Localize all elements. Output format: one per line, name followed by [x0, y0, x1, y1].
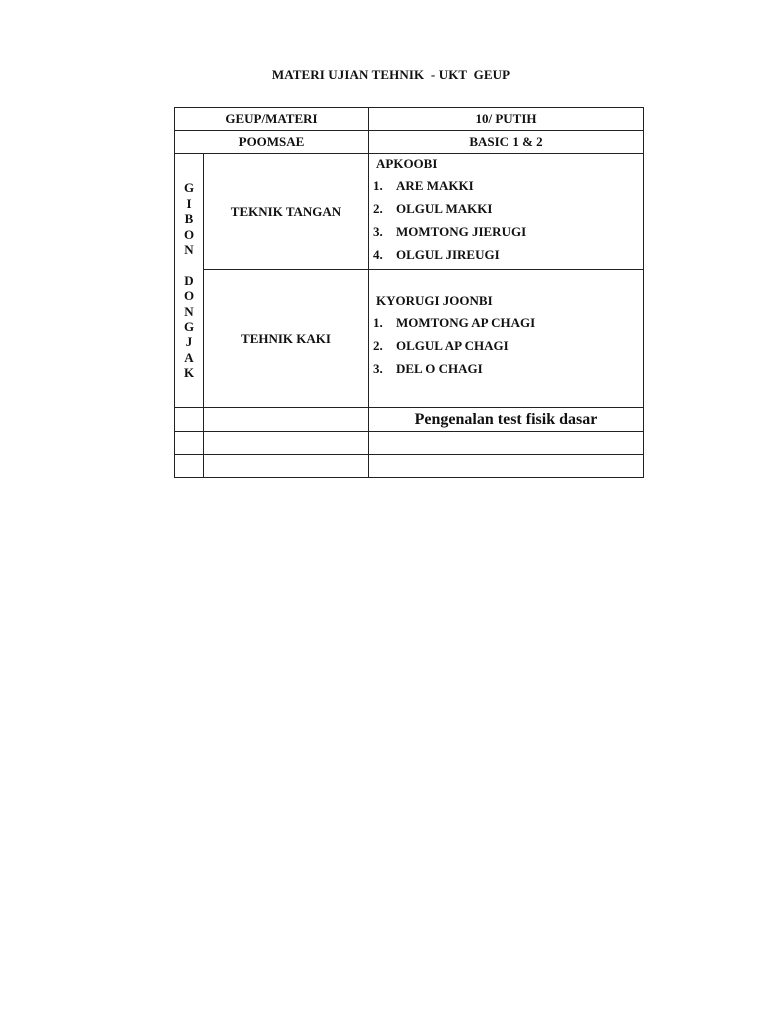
- teknik-tangan-row: [175, 154, 644, 270]
- list-item: 1. MOMTONG AP CHAGI: [373, 315, 536, 330]
- list-item: 3. DEL O CHAGI: [373, 361, 483, 376]
- vertical-letter: K: [183, 365, 195, 381]
- vertical-letter: J: [185, 334, 193, 350]
- teknik-tangan-label: TEKNIK TANGAN: [204, 154, 369, 270]
- document-title: MATERI UJIAN TEHNIK - UKT GEUP: [271, 67, 511, 82]
- empty-cell: [175, 455, 204, 478]
- vertical-letter: I: [186, 195, 192, 211]
- vertical-letter: O: [183, 288, 195, 304]
- tehnik-kaki-list-cell: [369, 270, 644, 408]
- vertical-label-gibon-dongjak: [175, 154, 204, 408]
- list-item: 2. OLGUL MAKKI: [373, 201, 493, 216]
- teknik-tangan-list: [369, 174, 643, 266]
- poomsae-value: BASIC 1 & 2: [369, 131, 644, 154]
- empty-cell: [369, 432, 644, 455]
- list-item: 3. MOMTONG JIERUGI: [373, 224, 527, 239]
- teknik-tangan-heading: APKOOBI: [376, 156, 438, 171]
- empty-cell: [204, 455, 369, 478]
- vertical-letter: O: [183, 226, 195, 242]
- empty-row: [175, 455, 644, 478]
- fisik-value: Pengenalan test fisik dasar: [369, 408, 644, 432]
- list-item: 2. OLGUL AP CHAGI: [373, 338, 509, 353]
- empty-cell: [369, 455, 644, 478]
- vertical-letter: G: [183, 180, 195, 196]
- list-item: 1. ARE MAKKI: [373, 178, 474, 193]
- tehnik-kaki-list: [369, 311, 643, 380]
- vertical-letter: G: [183, 319, 195, 334]
- teknik-tangan-list-cell: [369, 154, 644, 270]
- vertical-letter: D: [184, 272, 194, 288]
- tehnik-kaki-heading: KYORUGI JOONBI: [376, 293, 493, 308]
- vertical-letter: A: [184, 349, 194, 365]
- poomsae-label: POOMSAE: [175, 131, 369, 154]
- empty-cell: [175, 408, 204, 432]
- empty-cell: [204, 432, 369, 455]
- empty-row: [175, 432, 644, 455]
- list-item: 4. OLGUL JIREUGI: [373, 247, 500, 262]
- vertical-letter: N: [184, 303, 194, 319]
- tehnik-kaki-label: TEHNIK KAKI: [204, 270, 369, 408]
- header-geup-materi: GEUP/MATERI: [175, 108, 369, 131]
- vertical-letter: N: [184, 241, 194, 257]
- header-level: 10/ PUTIH: [369, 108, 644, 131]
- fisik-row: [175, 408, 644, 432]
- poomsae-row: [175, 131, 644, 154]
- vertical-letter: B: [184, 211, 194, 227]
- tehnik-kaki-row: [175, 270, 644, 408]
- empty-cell: [204, 408, 369, 432]
- materi-table: [174, 107, 644, 478]
- empty-cell: [175, 432, 204, 455]
- header-row: [175, 108, 644, 131]
